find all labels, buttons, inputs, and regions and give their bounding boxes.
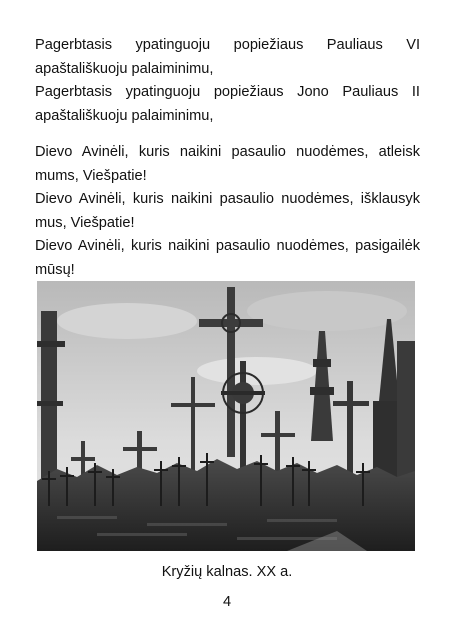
agnus-dei-line: Dievo Avinėli, kuris naikini pasaulio nuodėmes, atleisk mums, Viešpatie! (35, 144, 420, 184)
page-number: 4 (222, 594, 232, 610)
litany-line: Pagerbtasis ypatinguoju popiežiaus Pauliaus VI apaštališkuoju palaiminimu, (35, 37, 420, 77)
litany-line: Pagerbtasis ypatinguoju popiežiaus Jono Pauliaus II apaštališkuoju palaiminimu, (35, 84, 420, 124)
photo-caption: Kryžių kalnas. XX a. (161, 564, 293, 580)
agnus-dei-line: Dievo Avinėli, kuris naikini pasaulio nuodėmes, pasigailėk mūsų! (35, 238, 420, 278)
hill-of-crosses-photo (37, 281, 415, 551)
agnus-dei-paragraph (35, 141, 420, 282)
agnus-dei-line: Dievo Avinėli, kuris naikini pasaulio nuodėmes, išklausyk mus, Viešpatie! (35, 191, 420, 231)
litany-paragraph (35, 34, 420, 128)
